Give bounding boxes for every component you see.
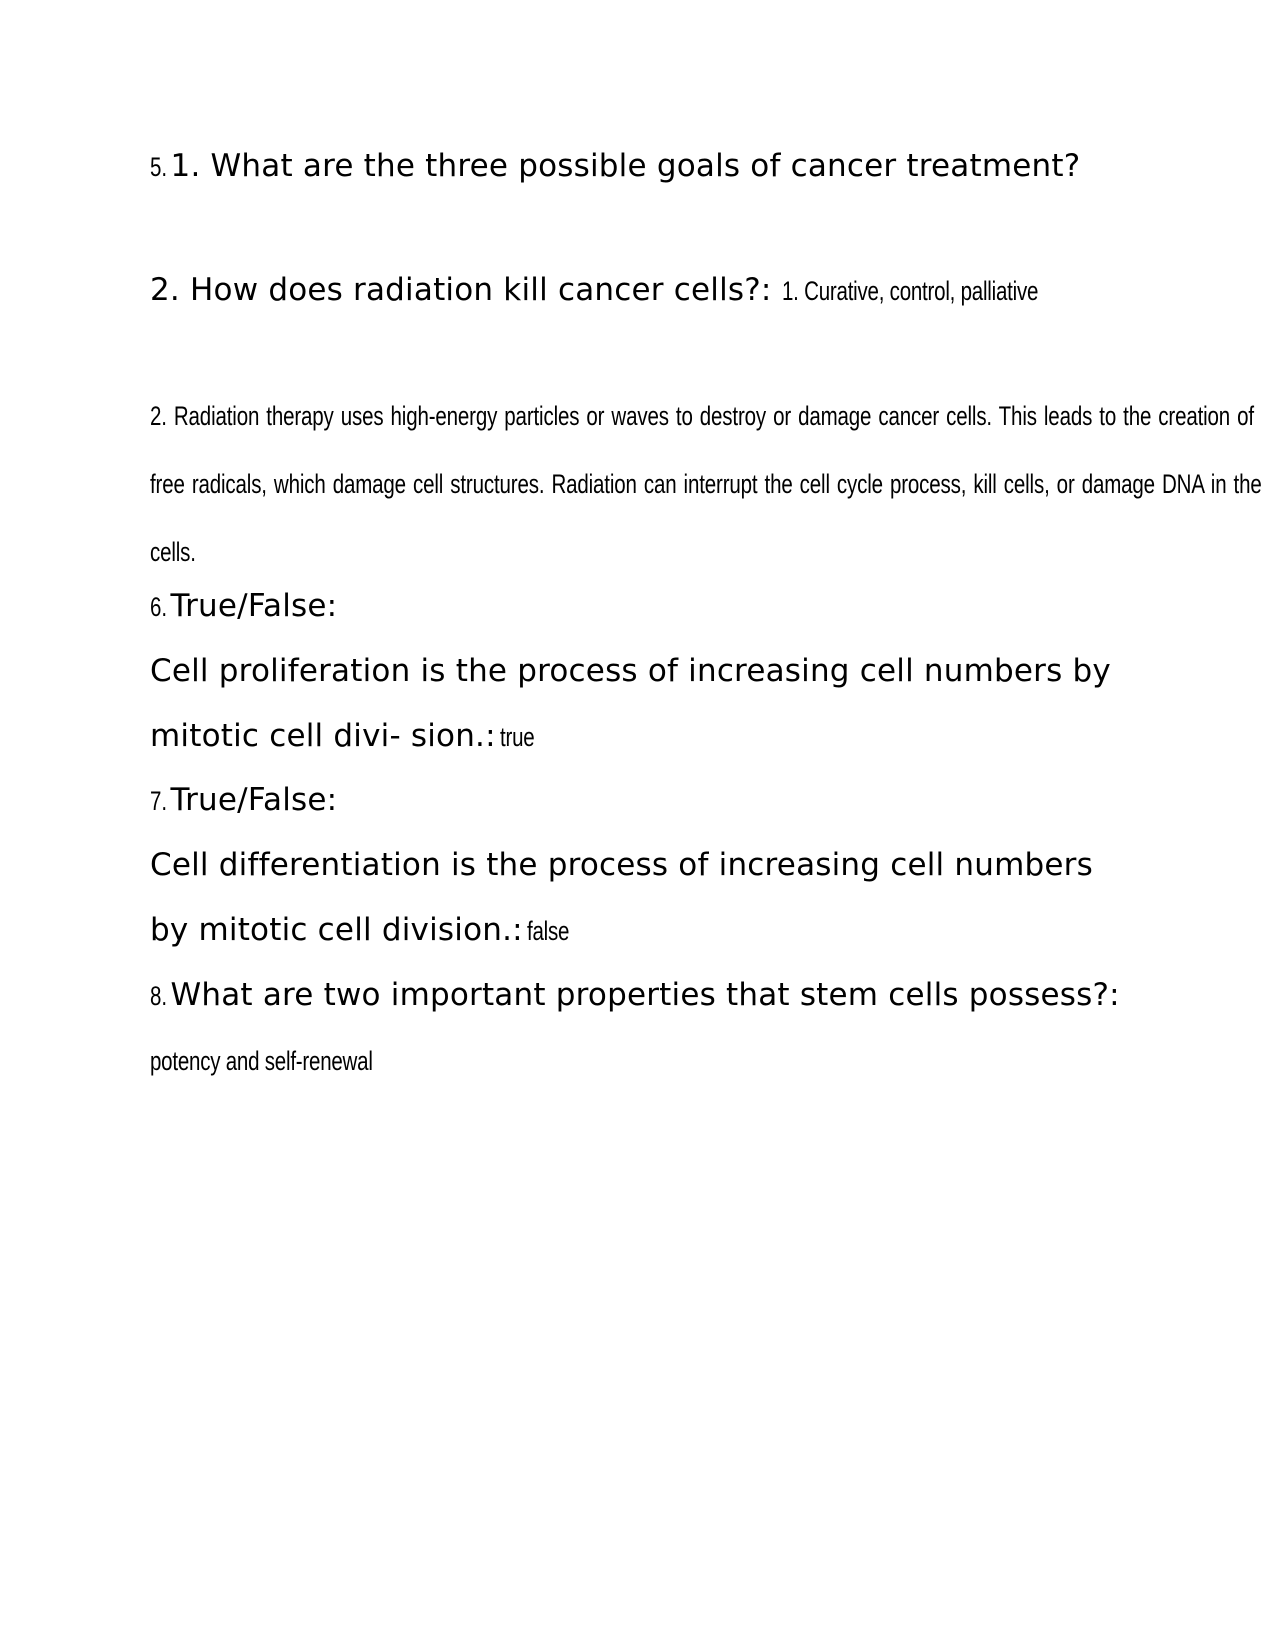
item-number: 8. xyxy=(150,981,168,1011)
question-text: Cell proliferation is the process of increasing cell numbers by xyxy=(150,653,1111,689)
answer-text: false xyxy=(526,916,570,946)
question-text: mitotic cell divi- sion.: xyxy=(150,718,496,754)
question-label: True/False: xyxy=(170,588,338,624)
item-8-answer-line xyxy=(150,1046,443,1077)
item-7-question-line-2 xyxy=(150,912,582,948)
question-text: by mitotic cell division.: xyxy=(150,912,523,948)
item-5-question-line xyxy=(150,148,1080,184)
answer-text: potency and self-renewal xyxy=(150,1046,373,1076)
question-label: True/False: xyxy=(170,782,338,818)
item-number: 5. xyxy=(150,152,168,182)
question-text: 1. What are the three possible goals of cancer treatment? xyxy=(170,148,1081,184)
item-7-label-line xyxy=(150,782,337,818)
item-8-question-line xyxy=(150,977,1120,1013)
answer-text: 1. Curative, control, palliative xyxy=(781,276,1038,306)
item-5-answer-paragraph: 2. Radiation therapy uses high-energy particles or waves to destroy or damage cancer cells. This leads to the creation of free radicals, which damage cell structures. Radiation can interrupt the cell cycle process, kill cells, or damage DNA in the cells. xyxy=(150,401,1262,567)
question-text: Cell differentiation is the process of increasing cell numbers xyxy=(150,847,1093,883)
item-7-question-line-1 xyxy=(150,847,1093,883)
item-5-question-line-2 xyxy=(150,272,1119,308)
item-6-label-line xyxy=(150,588,337,624)
item-6-question-line-2 xyxy=(150,718,545,754)
item-6-question-line-1 xyxy=(150,653,1111,689)
item-number: 7. xyxy=(150,786,168,816)
item-number: 6. xyxy=(150,592,168,622)
answer-text: true xyxy=(499,722,535,752)
question-text: What are two important properties that stem cells possess?: xyxy=(170,977,1120,1013)
question-text: 2. How does radiation kill cancer cells?: xyxy=(150,272,772,308)
